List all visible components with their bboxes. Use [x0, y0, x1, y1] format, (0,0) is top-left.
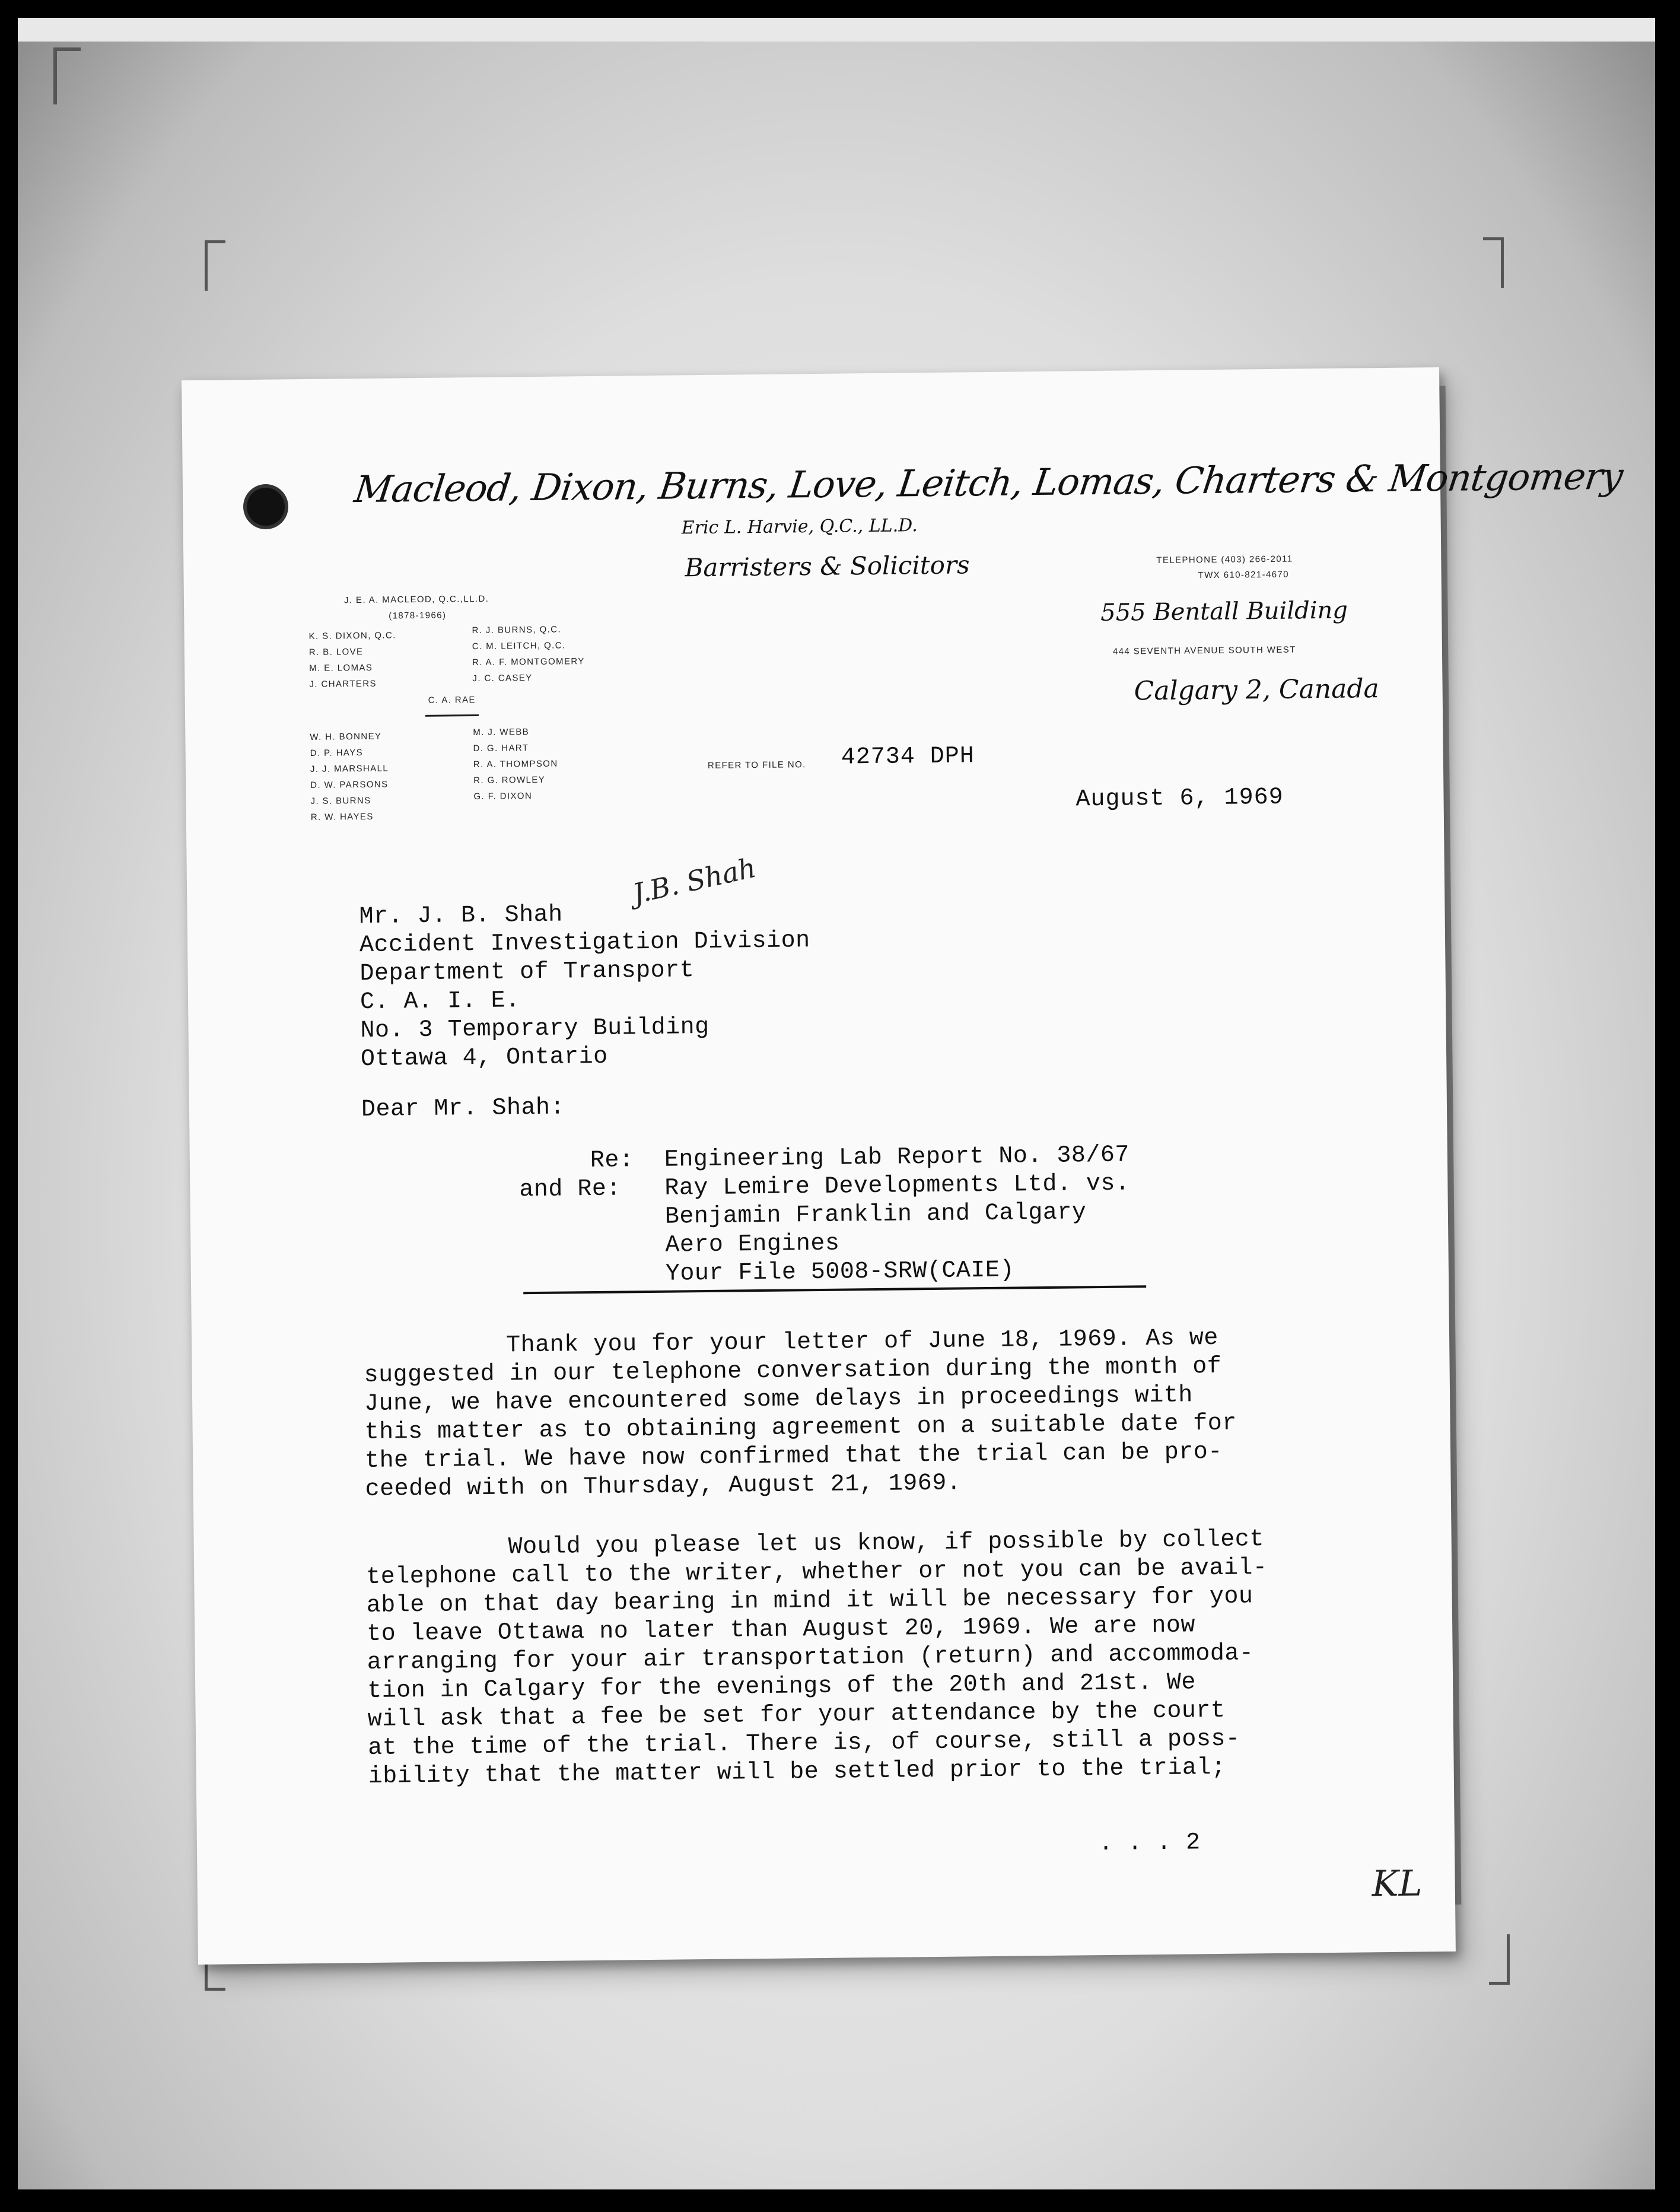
paragraph-line: tion in Calgary for the evenings of the 20th and 21st. We	[367, 1669, 1197, 1705]
associate-entry: R. G. ROWLEY	[473, 774, 546, 786]
and-re-label: and Re:	[519, 1175, 622, 1204]
crop-mark-top-right	[1483, 237, 1504, 288]
page-continuation: . . . 2	[1098, 1829, 1201, 1858]
paragraph-line: ceeded with on Thursday, August 21, 1969.	[365, 1470, 962, 1504]
crop-mark-top-left	[205, 240, 225, 291]
paragraph-line: able on that day bearing in mind it will be necessary for you	[366, 1583, 1253, 1620]
partner-name: J. CHARTERS	[309, 678, 377, 689]
partner-name: R. A. F. MONTGOMERY	[472, 656, 585, 668]
partner-name: R. J. BURNS, Q.C.	[472, 624, 562, 636]
recipient-line: Accident Investigation Division	[359, 927, 810, 959]
paragraph-line: this matter as to obtaining agreement on a suitable date for	[364, 1410, 1237, 1447]
associate-entry: D. P. HAYS	[310, 748, 364, 758]
letter-sheet	[182, 367, 1625, 1965]
recipient-line: C. A. I. E.	[359, 987, 520, 1016]
building-name: 555 Bentall Building	[1100, 596, 1348, 627]
re-underline	[523, 1285, 1146, 1294]
paragraph-line: the trial. We have now confirmed that the trial can be pro-	[364, 1438, 1223, 1475]
paragraph-line: ibility that the matter will be settled prior to the trial;	[368, 1754, 1226, 1791]
center-partner-name: C. A. RAE	[428, 695, 476, 705]
paragraph-line: at the time of the trial. There is, of course, still a poss-	[368, 1725, 1240, 1762]
paragraph-line: telephone call to the writer, whether or not you can be avail-	[365, 1555, 1268, 1591]
handwritten-note: J.B. Shah	[629, 851, 759, 910]
telephone-number: TELEPHONE (403) 266-2011	[1156, 554, 1293, 565]
associate-entry: D. W. PARSONS	[310, 779, 389, 790]
associate-entry: W. H. BONNEY	[310, 731, 382, 742]
re-line: Engineering Lab Report No. 38/67	[664, 1142, 1130, 1174]
paragraph-line: to leave Ottawa no later than August 20, 1969. We are now	[366, 1612, 1196, 1648]
associate-entry: D. G. HART	[473, 743, 529, 754]
crop-mark-top-left-outer	[53, 47, 81, 104]
paragraph-line: Would you please let us know, if possible by collect	[508, 1526, 1265, 1561]
recipient-line: No. 3 Temporary Building	[360, 1013, 709, 1045]
partner-name: C. M. LEITCH, Q.C.	[472, 640, 566, 652]
associate-entry: M. J. WEBB	[473, 727, 530, 738]
re-line: Your File 5008-SRW(CAIE)	[665, 1257, 1015, 1288]
associate-entry: R. A. THOMPSON	[473, 758, 558, 770]
associate-name: Eric L. Harvie, Q.C., LL.D.	[681, 515, 918, 539]
associate-entry: J. S. BURNS	[310, 795, 371, 806]
associate-entry: J. J. MARSHALL	[310, 763, 389, 774]
partner-divider	[425, 714, 479, 717]
associate-entry: R. W. HAYES	[310, 811, 374, 822]
refer-to-file-label: REFER TO FILE NO.	[707, 759, 806, 771]
paragraph-line: will ask that a fee be set for your attendance by the court	[367, 1697, 1226, 1734]
punch-hole	[247, 488, 285, 526]
city-name: Calgary 2, Canada	[1134, 673, 1379, 707]
recipient-line: Ottawa 4, Ontario	[360, 1043, 608, 1073]
associate-entry: G. F. DIXON	[473, 791, 533, 802]
recipient-line: Department of Transport	[359, 957, 695, 988]
partner-name: K. S. DIXON, Q.C.	[308, 630, 396, 641]
partner-name: M. E. LOMAS	[309, 662, 373, 673]
partner-name: J. C. CASEY	[472, 673, 533, 684]
file-number: 42734 DPH	[841, 743, 975, 771]
recipient-line: Mr. J. B. Shah	[359, 901, 563, 931]
partner-name: R. B. LOVE	[308, 646, 364, 657]
founder-years: (1878-1966)	[389, 610, 447, 621]
re-label: Re:	[590, 1147, 634, 1175]
salutation: Dear Mr. Shah:	[361, 1094, 565, 1124]
paragraph-line: June, we have encountered some delays in proceedings with	[364, 1382, 1194, 1418]
crop-mark-bottom-right	[1489, 1934, 1510, 1985]
re-line: Ray Lemire Developments Ltd. vs.	[664, 1170, 1130, 1202]
paragraph-line: suggested in our telephone conversation during the month of	[364, 1353, 1222, 1390]
re-line: Benjamin Franklin and Calgary	[664, 1199, 1087, 1231]
practice-name: Barristers & Solicitors	[685, 550, 970, 583]
firm-name: Macleod, Dixon, Burns, Love, Leitch, Lomas, Charters & Montgomery	[352, 454, 1625, 511]
handwritten-initials: KL	[1372, 1863, 1423, 1905]
founder-name: J. E. A. MACLEOD, Q.C.,LL.D.	[343, 593, 489, 606]
street-address: 444 SEVENTH AVENUE SOUTH WEST	[1112, 644, 1296, 657]
paragraph-line: arranging for your air transportation (return) and accommoda-	[367, 1640, 1254, 1677]
twx-number: TWX 610-821-4670	[1198, 569, 1290, 581]
letter-date: August 6, 1969	[1076, 784, 1284, 813]
paragraph-line: Thank you for your letter of June 18, 1969. As we	[505, 1324, 1219, 1359]
mount-top-band	[18, 18, 1655, 42]
re-line: Aero Engines	[665, 1230, 840, 1259]
